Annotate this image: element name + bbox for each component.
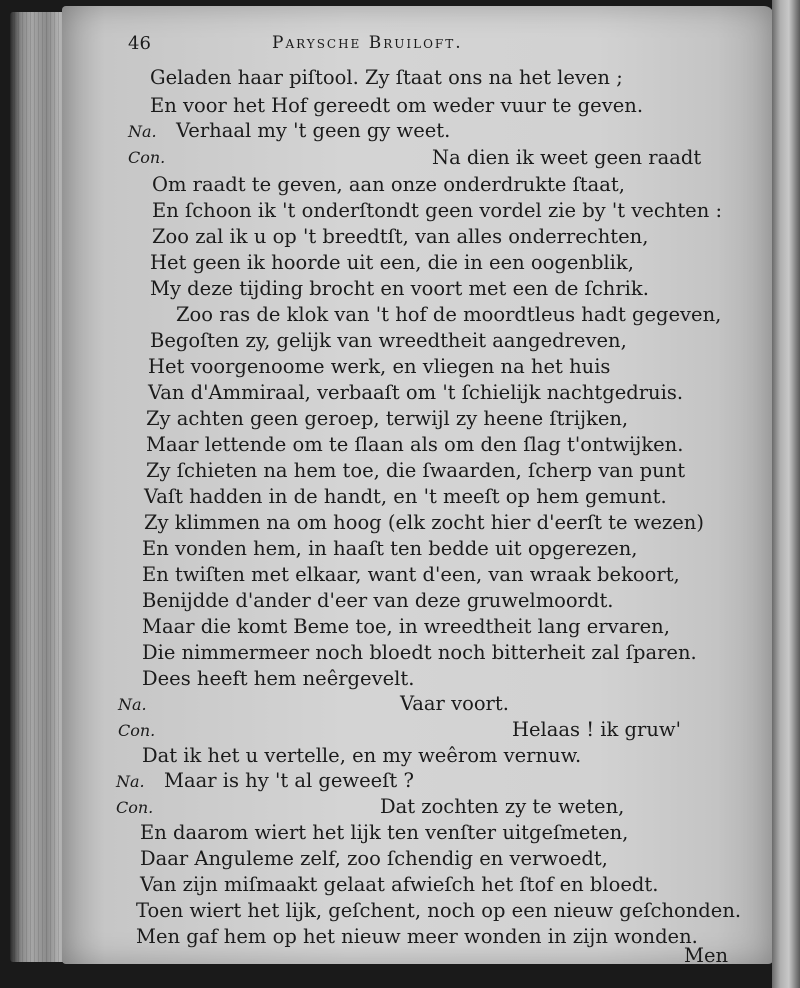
verse-line: Dat ik het u vertelle, en my weêrom vernuw. (142, 744, 582, 767)
verse-line: Maar lettende om te ſlaan als om den ſlag t'ontwijken. (146, 433, 684, 456)
verse-line: En voor het Hof gereedt om weder vuur te geven. (150, 94, 644, 117)
verse-line: En ſchoon ik 't onderſtondt geen vordel zie by 't vechten : (152, 199, 723, 222)
verse-line: En vonden hem, in haaſt ten bedde uit opgerezen, (142, 537, 638, 560)
verse-line: Verhaal my 't geen gy weet. (176, 119, 451, 142)
verse-line: Het voorgenoome werk, en vliegen na het huis (148, 355, 611, 378)
speaker-label: Con. (128, 148, 166, 167)
verse-line: Benijdde d'ander d'eer van deze gruwelmoordt. (142, 589, 614, 612)
verse-line: Helaas ! ik gruw' (512, 718, 681, 741)
verse-line: Vaſt hadden in de handt, en 't meeſt op hem gemunt. (144, 485, 667, 508)
verse-line: Dees heeft hem neêrgevelt. (142, 667, 415, 690)
verse-line: Zy klimmen na om hoog (elk zocht hier d'eerſt te wezen) (144, 511, 704, 534)
verse-line: Maar die komt Beme toe, in wreedtheit lang ervaren, (142, 615, 670, 638)
verse-line: Dat zochten zy te weten, (380, 795, 625, 818)
verse-line: Begoſten zy, gelijk van wreedtheit aangedreven, (150, 329, 627, 352)
running-title: Parysche Bruiloft. (272, 33, 463, 53)
verse-line: My deze tijding brocht en voort met een de ſchrik. (150, 277, 649, 300)
speaker-label: Na. (118, 695, 147, 714)
verse-line: Maar is hy 't al geweeſt ? (164, 769, 414, 792)
verse-line: Van zijn miſmaakt gelaat afwieſch het ſtof en bloedt. (140, 873, 659, 896)
speaker-label: Na. (116, 772, 145, 791)
verse-line: Zoo zal ik u op 't breedtſt, van alles onderrechten, (152, 225, 649, 248)
speaker-label: Na. (128, 122, 157, 141)
verse-line: Zoo ras de klok van 't hof de moordtleus hadt gegeven, (176, 303, 722, 326)
verse-line: Geladen haar piſtool. Zy ſtaat ons na het leven ; (150, 66, 623, 89)
speaker-label: Con. (118, 721, 156, 740)
verse-line: Om raadt te geven, aan onze onderdrukte ſtaat, (152, 173, 625, 196)
verse-line: Vaar voort. (400, 692, 509, 715)
verse-line: Die nimmermeer noch bloedt noch bitterheit zal ſparen. (142, 641, 697, 664)
verse-line: Na dien ik weet geen raadt (432, 146, 702, 169)
binding-shadow (772, 0, 800, 988)
verse-line: Daar Anguleme zelf, zoo ſchendig en verwoedt, (140, 847, 608, 870)
speaker-label: Con. (116, 798, 154, 817)
page-number: 46 (128, 33, 151, 54)
verse-line: Van d'Ammiraal, verbaaſt om 't ſchielijk nachtgedruis. (148, 381, 684, 404)
verse-line: Toen wiert het lijk, geſchent, noch op een nieuw geſchonden. (136, 899, 742, 922)
verse-line: Het geen ik hoorde uit een, die in een oogenblik, (150, 251, 634, 274)
verse-line: En twiſten met elkaar, want d'een, van wraak bekoort, (142, 563, 680, 586)
verse-line: En daarom wiert het lijk ten venſter uitgeſmeten, (140, 821, 629, 844)
verse-line: Men gaf hem op het nieuw meer wonden in zijn wonden. (136, 925, 698, 948)
verse-line: Zy achten geen geroep, terwijl zy heene ſtrijken, (146, 407, 629, 430)
catchword: Men (684, 944, 729, 967)
verse-line: Zy ſchieten na hem toe, die ſwaarden, ſcherp van punt (146, 459, 686, 482)
